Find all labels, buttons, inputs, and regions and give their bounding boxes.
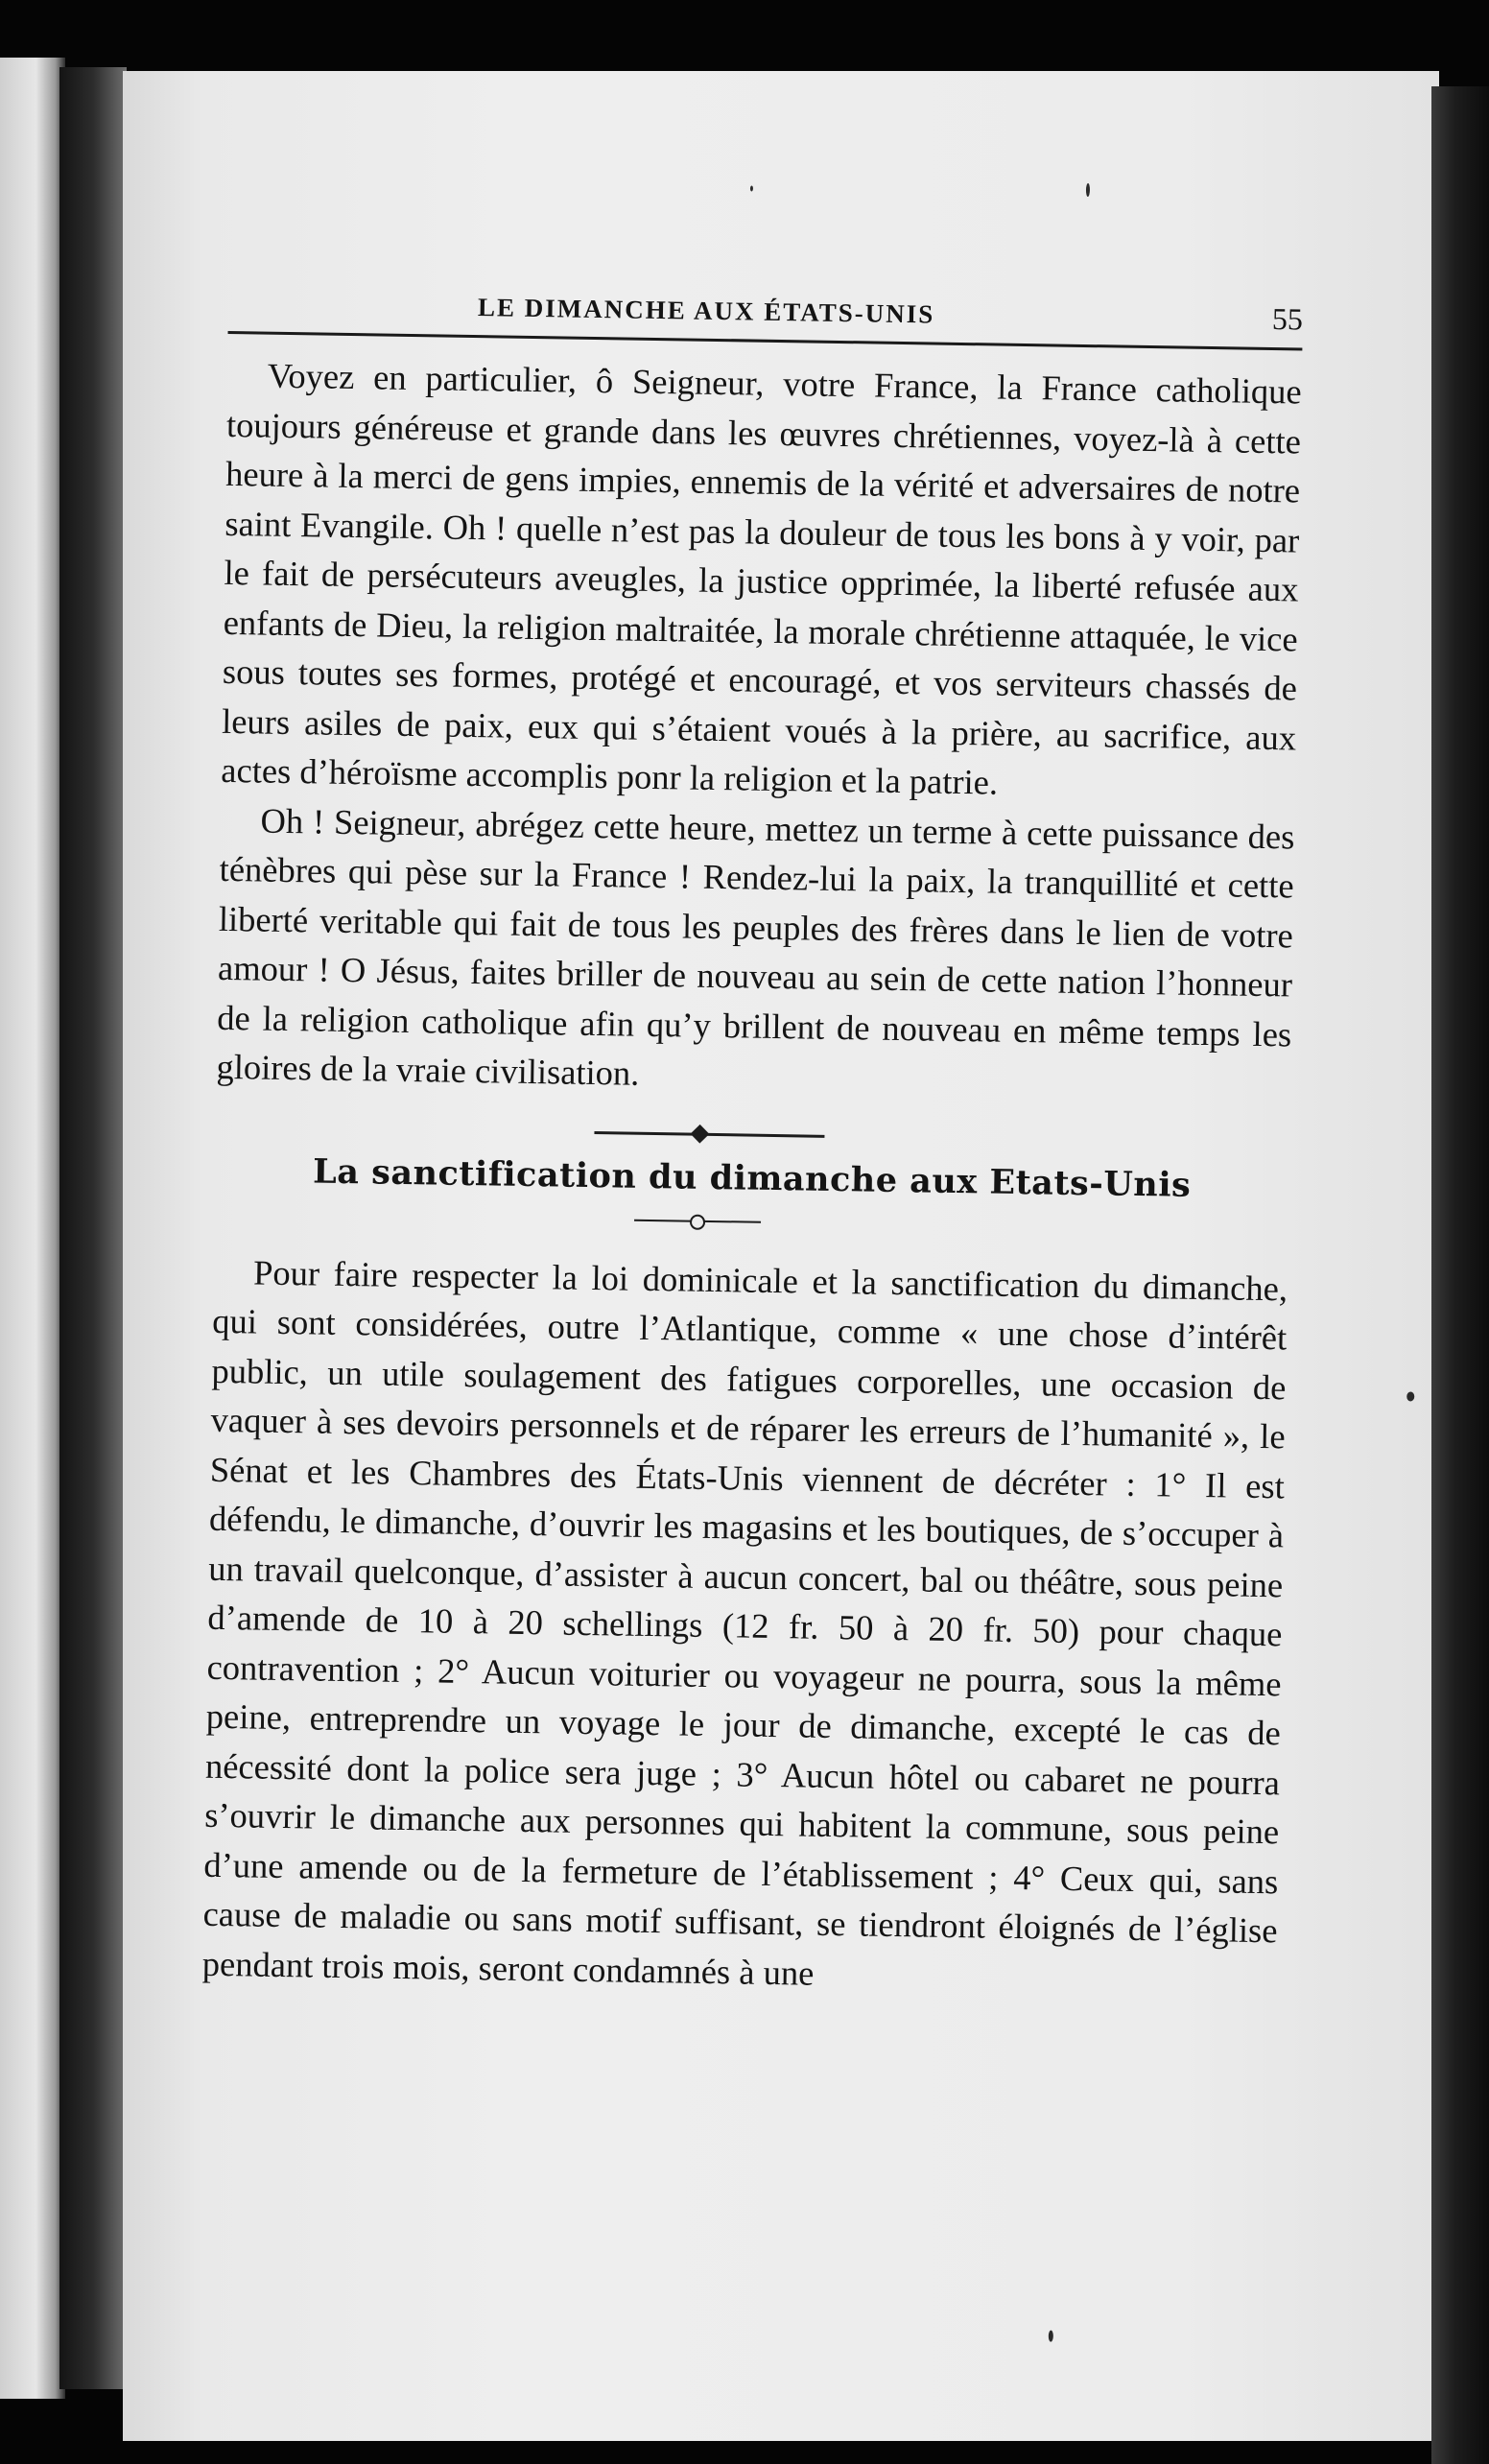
page-number: 55 xyxy=(1271,301,1304,337)
previous-page-edge xyxy=(0,58,65,2399)
running-head xyxy=(228,275,1304,351)
paragraph-sunday-law: Pour faire respecter la loi dominicale et la sanctification du dimanche, qui sont considérées, outre l’Atlantique, comme « une chose d’intérêt public, un utile soulagement des fatigues corporelles, une occasion de vaquer à ses devoirs personnels et de réparer les erreurs de l’humanité », le Sénat et les Chambres des États-Unis viennent de décréter : 1° Il est défendu, le dimanche, d’ouvrir les magasins et les boutiques, de s’occuper à un travail quelconque, d’assister à aucun concert, bal ou théâtre, sous peine d’amende de 10 à 20 schellings (12 fr. 50 à 20 fr. 50) pour chaque contravention ; 2° Aucun voiturier ou voyageur ne pourra, sous la même peine, entreprendre un voyage le jour de dimanche, excepté le cas de nécessité dont la police sera juge ; 3° Aucun hôtel ou cabaret ne pourra s’ouvrir le dimanche aux personnes qui habitent la commune, sous peine d’une amende ou de la fermeture de l’établissement ; 4° Ceux qui, sans cause de maladie ou sans motif suffisant, se tiendront éloignés de l’église pendant trois mois, seront condamnés à une xyxy=(201,1251,1288,1993)
paragraph-prayer-france: Voyez en particulier, ô Seigneur, votre France, la France catholique toujours généreuse et grande dans les œuvres chrétiennes, voyez-là à cette heure à la merci de gens impies, ennemis de la vérité et adversaires de notre saint Evangile. Oh ! quelle n’est pas la douleur de tous les bons à y voir, par le fait de persécuteurs aveugles, la justice opprimée, la liberté refusée aux enfants de Dieu, la religion maltraitée, la morale chrétienne attaquée, le vice sous toutes ses formes, protégé et encouragé, et vos serviteurs chassés de leurs asiles de paix, eux qui s’étaient voués à la prière, au sacrifice, aux actes d’héroïsme accomplis ponr la religion et la patrie. xyxy=(221,355,1303,802)
section-heading: La sanctification du dimanche aux Etats-Unis xyxy=(312,1150,1192,1205)
running-title: LE DIMANCHE AUX ÉTATS-UNIS xyxy=(477,293,935,329)
ornamental-divider xyxy=(215,1114,1289,1154)
page-content xyxy=(89,60,1443,2451)
body-text xyxy=(201,350,1302,2004)
paragraph-prayer-peace: Oh ! Seigneur, abrégez cette heure, mettez un terme à cette puissance des ténèbres qui pèse sur la France ! Rendez-lui la paix, la tranquillité et cette liberté veritable qui fait de tous les peuples des frères dans le lien de votre amour ! O Jésus, faites briller de nouveau au sein de cette nation l’honneur de la religion catholique afin qu’y brillent de nouveau en même temps les gloires de la vraie civilisation. xyxy=(216,800,1295,1093)
book-page xyxy=(123,71,1439,2441)
small-divider-circle-ornament xyxy=(690,1214,705,1229)
speck xyxy=(1049,2331,1053,2342)
speck xyxy=(750,185,753,191)
speck xyxy=(1406,1391,1414,1401)
right-page-edge xyxy=(1431,86,1489,2464)
speck xyxy=(1086,183,1090,197)
divider-diamond-ornament xyxy=(691,1124,710,1143)
divider-line xyxy=(594,1131,824,1138)
